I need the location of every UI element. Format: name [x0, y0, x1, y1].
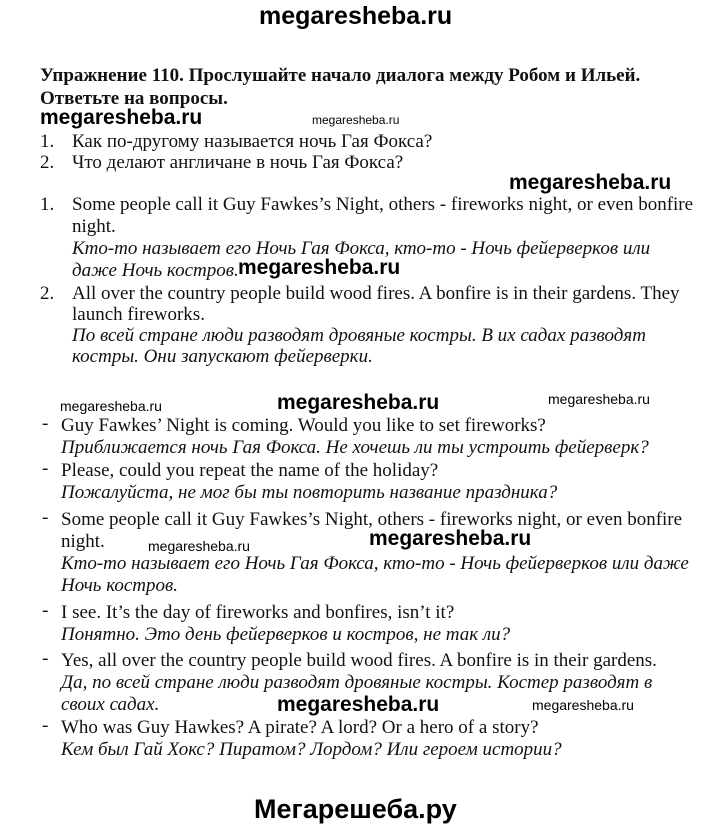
dialogue-translation: Кто-то называет его Ночь Гая Фокса, кто-то - Ночь фейерверков или даже [61, 553, 689, 574]
dialogue-line: Some people call it Guy Fawkes’s Night, others - fireworks night, or even bonfire [61, 509, 683, 530]
answer-translation: По всей стране люди разводят дровяные костры. В их садах разводят [72, 325, 646, 346]
dialogue-translation: Пожалуйста, не мог бы ты повторить название праздника? [61, 482, 558, 503]
dialogue-line: Please, could you repeat the name of the holiday? [61, 460, 439, 481]
answer-number: 1. [40, 194, 55, 215]
watermark-bottom: Мегарешеба.ру [254, 794, 457, 824]
question-number: 2. [40, 152, 55, 173]
answer-translation: Кто-то называет его Ночь Гая Фокса, кто-то - Ночь фейерверков или [72, 238, 651, 259]
answer-text: All over the country people build wood fires. A bonfire is in their gardens. They [72, 283, 680, 304]
dialogue-translation: Приближается ночь Гая Фокса. Не хочешь ли ты устроить фейерверк? [61, 437, 649, 458]
dialogue-dash: - [42, 600, 49, 621]
dialogue-line: Yes, all over the country people build wood fires. A bonfire is in their gardens. [61, 650, 657, 671]
question-text: Как по-другому называется ночь Гая Фокса? [72, 131, 433, 152]
watermark: megaresheba.ru [277, 693, 440, 716]
watermark: megaresheba.ru [369, 527, 532, 550]
dialogue-dash: - [42, 458, 49, 479]
dialogue-translation: Понятно. Это день фейерверков и костров, не так ли? [61, 624, 511, 645]
answer-text: launch fireworks. [72, 304, 205, 325]
answer-text: night. [72, 216, 116, 237]
dialogue-line: night. [61, 531, 105, 552]
dialogue-dash: - [42, 715, 49, 736]
watermark: megaresheba.ru [509, 171, 672, 194]
watermark: megaresheba.ru [148, 538, 250, 554]
watermark-top: megaresheba.ru [259, 2, 453, 30]
exercise-heading-line-2: Ответьте на вопросы. [40, 88, 228, 109]
answer-number: 2. [40, 283, 55, 304]
dialogue-line: I see. It’s the day of fireworks and bonfires, isn’t it? [61, 602, 455, 623]
answer-translation: костры. Они запускают фейерверки. [72, 346, 373, 367]
answer-text: Some people call it Guy Fawkes’s Night, others - fireworks night, or even bonfire [72, 194, 694, 215]
watermark: megaresheba.ru [60, 398, 162, 414]
dialogue-dash: - [42, 507, 49, 528]
dialogue-translation: Да, по всей стране люди разводят дровяные костры. Костер разводят в [61, 672, 653, 693]
watermark: megaresheba.ru [277, 391, 440, 414]
dialogue-line: Who was Guy Hawkes? A pirate? A lord? Or a hero of a story? [61, 717, 539, 738]
dialogue-dash: - [42, 648, 49, 669]
watermark: megaresheba.ru [312, 113, 400, 127]
question-number: 1. [40, 131, 55, 152]
dialogue-line: Guy Fawkes’ Night is coming. Would you like to set fireworks? [61, 415, 546, 436]
dialogue-translation: Кем был Гай Хокс? Пиратом? Лордом? Или героем истории? [61, 739, 562, 760]
answer-translation: даже Ночь костров. [72, 260, 239, 281]
question-text: Что делают англичане в ночь Гая Фокса? [72, 152, 404, 173]
exercise-heading-line-1: Упражнение 110. Прослушайте начало диалога между Робом и Ильей. [40, 65, 641, 86]
watermark: megaresheba.ru [238, 256, 401, 279]
watermark: megaresheba.ru [548, 391, 650, 407]
watermark: megaresheba.ru [40, 106, 203, 129]
dialogue-translation: своих садах. [61, 694, 160, 715]
dialogue-translation: Ночь костров. [61, 575, 179, 596]
watermark: megaresheba.ru [532, 697, 634, 713]
dialogue-dash: - [42, 413, 49, 434]
